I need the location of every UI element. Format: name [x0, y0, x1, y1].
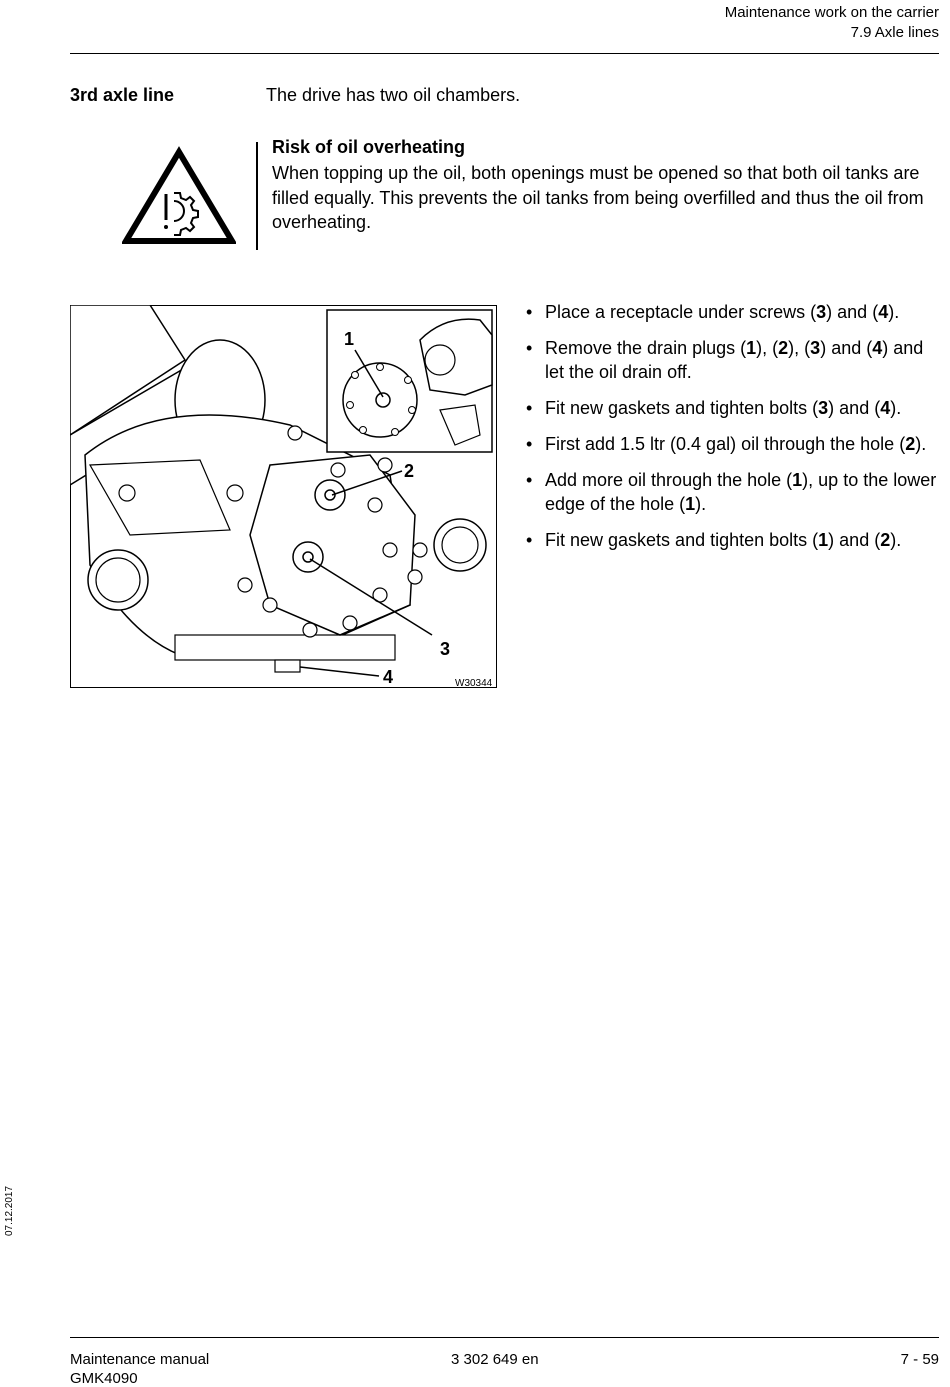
- warning-triangle-gear-icon: [122, 146, 236, 246]
- revision-date: 07.12.2017: [4, 1185, 15, 1236]
- footer-manual-title: Maintenance manual: [70, 1351, 210, 1368]
- section-label: 3rd axle line: [70, 85, 175, 105]
- instruction-step: • Place a receptacle under screws (3) and (4).: [526, 300, 946, 324]
- footer-page-number: 7 - 59: [900, 1351, 939, 1368]
- header-section: 7.9 Axle lines: [850, 24, 939, 41]
- footer-rule: [70, 1337, 939, 1338]
- header-chapter: Maintenance work on the carrier: [724, 4, 939, 21]
- warning-bar: [256, 142, 258, 250]
- instruction-step: • Fit new gaskets and tighten bolts (3) and (4).: [526, 396, 946, 420]
- callout-4: 4: [383, 667, 394, 687]
- callout-1: 1: [344, 329, 355, 349]
- instruction-step: • Remove the drain plugs (1), (2), (3) and (4) and let the oil drain off.: [526, 336, 946, 384]
- warning-title: Risk of oil overheating: [272, 137, 466, 157]
- instruction-step: • Fit new gaskets and tighten bolts (1) and (2).: [526, 528, 946, 552]
- instruction-list: [526, 300, 946, 564]
- axle-drive-illustration: [70, 305, 497, 688]
- intro-text: The drive has two oil chambers.: [266, 85, 521, 105]
- footer-model: GMK4090: [70, 1370, 138, 1387]
- figure-code: W30344: [455, 678, 493, 688]
- instruction-step: • Add more oil through the hole (1), up to the lower edge of the hole (1).: [526, 468, 946, 516]
- header-rule: [70, 53, 939, 54]
- footer-doc-number: 3 302 649 en: [451, 1351, 539, 1368]
- callout-2: 2: [404, 461, 415, 481]
- instruction-step: • First add 1.5 ltr (0.4 gal) oil through the hole (2).: [526, 432, 946, 456]
- callout-3: 3: [440, 639, 451, 659]
- warning-body: When topping up the oil, both openings must be opened so that both oil tanks are filled equally. This prevents the oil tanks from being overfilled and thus the oil from overheating.: [272, 163, 924, 232]
